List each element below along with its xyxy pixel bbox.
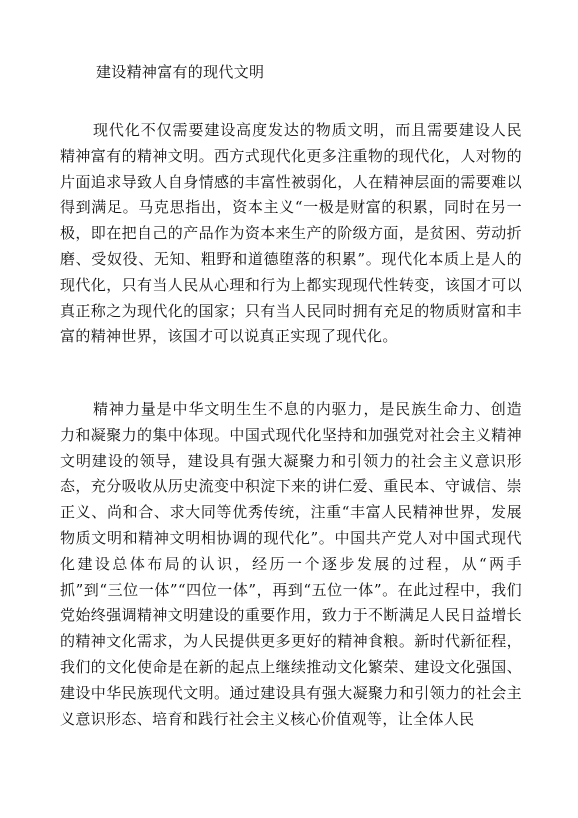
paragraph-2: 精神力量是中华文明生生不息的内驱力，是民族生命力、创造力和凝聚力的集中体现。中国式现代化坚持和加强党对社会主义精神文明建设的领导，建设具有强大凝聚力和引领力的社会主义意识形态，充分吸收从历史流变中积淀下来的讲仁爱、重民本、守诚信、崇正义、尚和合、求大同等优秀传统，注重“丰富人民精神世界，发展物质文明和精神文明相协调的现代化”。中国共产党人对中国式现代化建设总体布局的认识，经历一个逐步发展的过程，从“两手抓”到“三位一体”“四位一体”，再到“五位一体”。在此过程中，我们党始终强调精神文明建设的重要作用，致力于不断满足人民日益增长的精神文化需求，为人民提供更多更好的精神食粮。新时代新征程，我们的文化使命是在新的起点上继续推动文化繁荣、建设文化强国、建设中华民族现代文明。通过建设具有强大凝聚力和引领力的社会主义意识形态、培育和践行社会主义核心价值观等，让全体人民 xyxy=(60,400,522,728)
paragraph-1: 现代化不仅需要建设高度发达的物质文明，而且需要建设人民精神富有的精神文明。西方式现代化更多注重物的现代化，人对物的片面追求导致人自身情感的丰富性被弱化，人在精神层面的需要难以得到满足。马克思指出，资本主义“一极是财富的积累，同时在另一极，即在把自己的产品作为资本来生产的阶级方面，是贫困、劳动折磨、受奴役、无知、粗野和道德堕落的积累”。现代化本质上是人的现代化，只有当人民从心理和行为上都实现现代性转变，该国才可以真正称之为现代化的国家；只有当人民同时拥有充足的物质财富和丰富的精神世界，该国才可以说真正实现了现代化。 xyxy=(60,121,522,346)
section-title: 建设精神富有的现代文明 xyxy=(96,63,265,81)
